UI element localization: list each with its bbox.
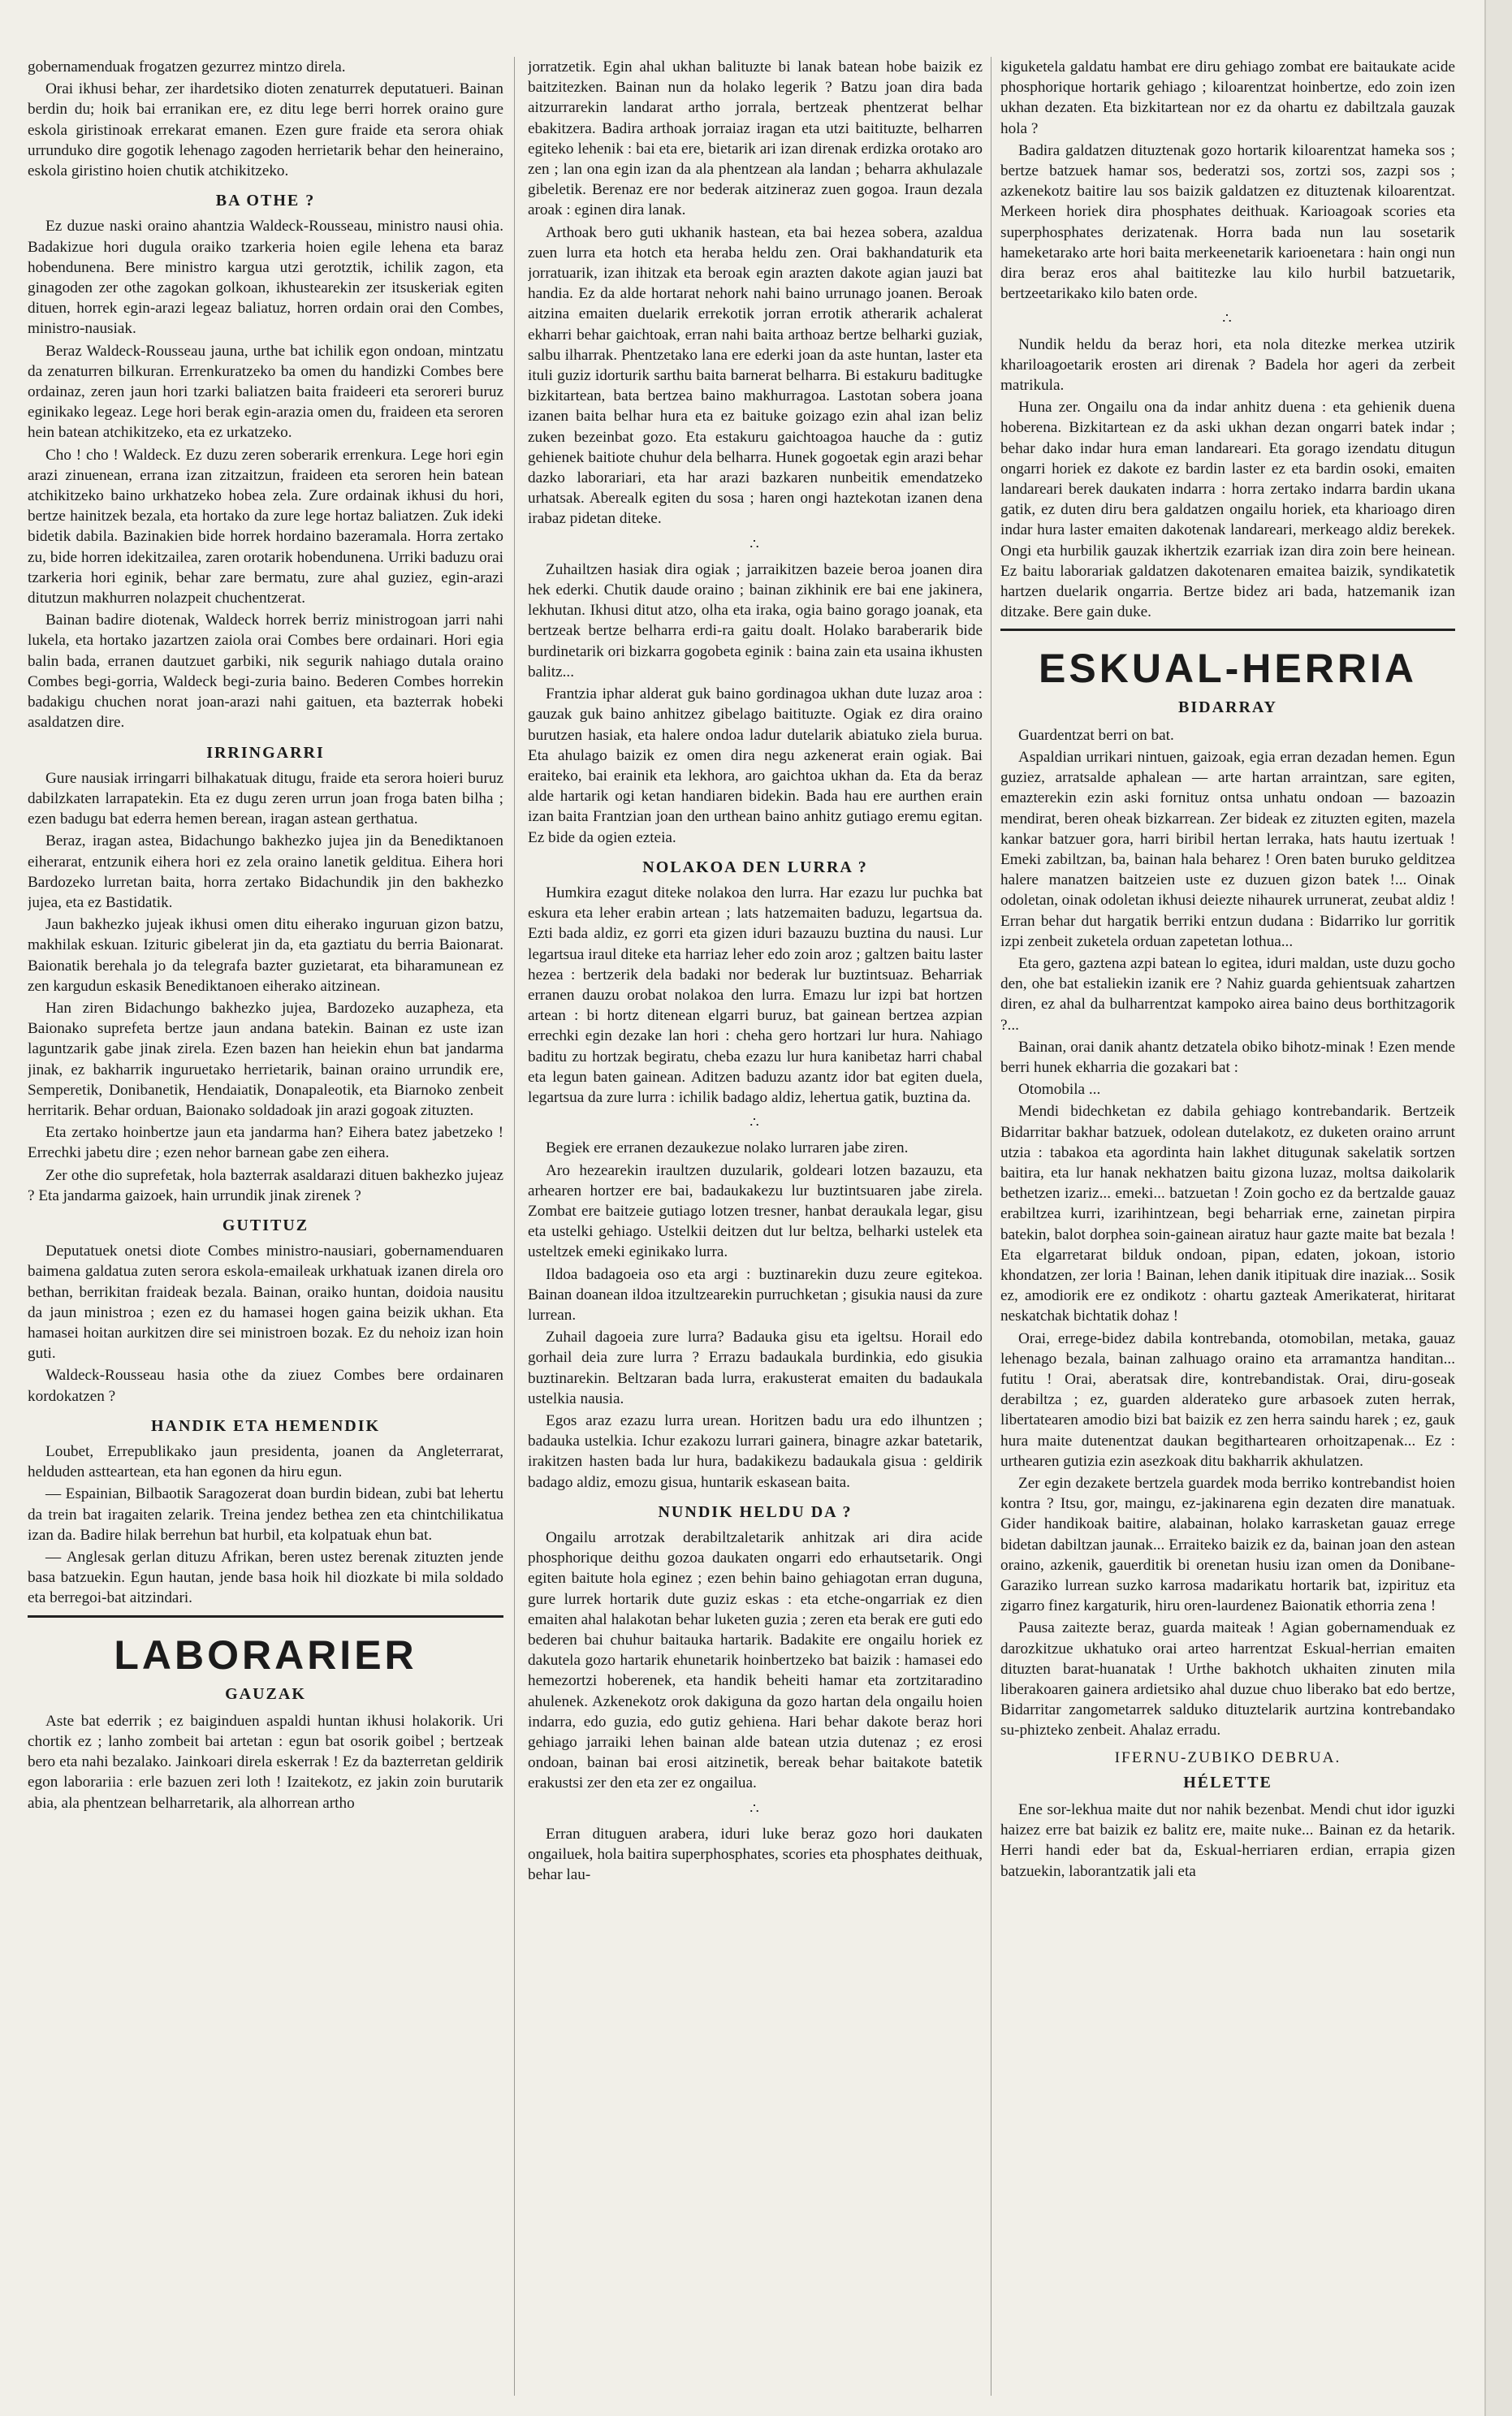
asterism-divider: ∴	[1222, 310, 1233, 327]
paragraph: Cho ! cho ! Waldeck. Ez duzu zeren soberarik errenkura. Lege hori egin arazi zinuenean, errana izan zitzaitzun, fraideen eta seroren hein batean atchikitzeko baino urkhatzeko hobea zela. Zure ordainak ikhusi du hori, bertze hainitzek bezala, eta hortako da zure lege hortaz baliatzen. Zuk ideki bidetik dabila. Bazinakien bide horrek hordaino bazeramala. Horra zertako zu, bide horren idekitzailea, zaren orotarik hobendunena. Urriki baduzu orai tzarkeria hori eginik, behar zare bermatu, zure ahal guziez, egin-arazi ditutzun makhurren nolazpeit chuchentzerat.	[28, 446, 503, 607]
section-heading-handik: HANDIK ETA HEMENDIK	[150, 1416, 381, 1435]
paragraph: Han ziren Bidachungo bakhezko jujea, Bardozeko auzapheza, eta Baionako suprefeta bertze jaun andana batekin. Bainan ez uste izan laguntzarik gabe jinak zirela. Ezen bazen han heiekin ehun bat jandarma jinak, ez bakharrik inguruetako herrietarik, bainan oraino urrundik ere, Semperetik, Donibanetik, Hendaiatik, Donapaleotik, eta Biarnoko zenbeit herritarik. Behar orduan, Baionako soldadoak jin arazi gogoak zituzten.	[28, 999, 503, 1119]
paragraph: gobernamenduak frogatzen gezurrez mintzo direla.	[28, 58, 346, 76]
masthead-eskual-herria: ESKUAL-HERRIA	[1039, 646, 1417, 692]
paragraph: Frantzia iphar alderat guk baino gordinagoa ukhan dute luzaz aroa : gauzak guk baino anhitzez gibelago baitituzte. Ogiak ez dira oraino burutzen hasiak, eta halere ondoa ladur dutelarik abiatuko ziela burua. Eta ahulago baizik ez omen dira negu azkenerat erain ogiak. Bai eraiteko, bai erainik eta lekhora, aro gaichtoa ukhan da. Eta da beraz alde hartarik ogi ketan handiaren bidekin. Bada hau ere aurthen erain izan baita Frantzian joan den urthean baino anhitz gutiago eremu egitan. Ez bide da ogien ezteia.	[528, 685, 983, 846]
paragraph: Ongailu arrotzak derabiltzaletarik anhitzak ari dira acide phosphorique deithu gozoa daukaten ongarri edo erhautsetarik. Ongi egiten baitute hola eginez ; ezen behin baino gehiagotan erran duguna, gure lurrek hortarik dute guziz eskas : eta etche-ongarriak ez dien emaiten ahal halakotan behar luketen guzia ; zeren eta berak ere guti edo bederen bai chuhur baitauka hartarik. Badakite ere ongailu horiek ez dakutela gozo hartarik ehunetarik hoinbertzeko bat baizik : hamasei edo hemezortzi hoberenek, eta handik beheiti hamar eta zortzitaradino ahulenek. Azkenekotz orok dakiguna da gozo hartan dela ongailu hoien indarra, edo guzia, edo gutiz gehiena. Hari behar dakote beraz hori gehiago jarraiki lehen bainan alde batean utzia dutenaz ; ez erosi ondoan, bainan bai erosi aitzinetik, bereak behar baitakote batetik erakustsi zer den eta zer ez ongailua.	[528, 1529, 983, 1792]
section-heading-gutituz: GUTITUZ	[222, 1216, 309, 1234]
paragraph: Nundik heldu da beraz hori, eta nola ditezke merkea utzirik khariloagoetarik erosten ari direnak ? Badela hor ageri da zerbeit matrikula.	[1000, 335, 1455, 395]
subheading-bidarray: BIDARRAY	[1178, 698, 1277, 717]
signature: IFERNU-ZUBIKO DEBRUA.	[1114, 1748, 1341, 1766]
paragraph: Ene sor-lekhua maite dut nor nahik bezenbat. Mendi chut idor iguzki haizez erre bat baizik ez balitz ere, maite nuke... Bainan ez da hetarik. Herri handi eder bat da, Eskual-herriaren erdian, errapia gizen batzuekin, laborantzatik jali eta	[1000, 1801, 1455, 1880]
paragraph: Badira galdatzen dituztenak gozo hortarik kiloarentzat hameka sos ; bertze batzuek hamar sos, bederatzi sos, zortzi sos, zazpi sos ; azkenekotz baitire lau sos baizik galdatzen ez dituztenak kiloarentzat. Merkeen horiek dira phosphates deithuak. Karioagoak scories eta superphosphates derizatenak. Horra bada nun lau sosetarik hameketarako arte hori baita merkeenetarik karioenetara : hain ongi nun dira beraz eros ahal baititezke lau kilo hurbil batzuetarik, bertzeetarikako kilo baten orde.	[1000, 141, 1455, 303]
paragraph: Ez duzue naski oraino ahantzia Waldeck-Rousseau, ministro nausi ohia. Badakizue hori dugula oraiko tzarkeria hoien egile lehena eta baraz hobendunena. Bere ministro kargua utzi gerotztik, ichilik zagon, eta ginagoden zer othe zagokan golkoan, ikhustearekin zer itsuskeriak egiten dituen, horrek egin-arazi legeaz baliatuz, horren ordain orai den Combes, ministro-nausiak.	[28, 218, 503, 338]
paragraph: jorratzetik. Egin ahal ukhan balituzte bi lanak batean hobe baizik ez baitzitezken. Bainan nun da holako legerik ? Batzu joan dira bada aitzurrarekin landarat artho jorrala, bertzeak phentzerat belhar ebakitzera. Badira arthoak jorraiaz iragan eta utzi baitituzte, belharren egiteko lehenik : bai eta ere, bietarik ari izan direnak erdizka orotako aro zen ; lan ona egin izan da ala phentzean ala landan ; beharra akhulazale gibeletik. Berenaz ere nor bederak aitzineraz zuen gogoa. Iraun dezala aroak : eginen dira lanak.	[528, 58, 983, 219]
paragraph: Beraz Waldeck-Rousseau jauna, urthe bat ichilik egon ondoan, mintzatu da zenaturren bilkuran. Errenkuratzeko ba omen du handizki Combes bere ordainaz, zeren jaun hori tzarki baliatzen baita fraideeri eta seroreri buruz eginikako legeaz. Lege hori berak egin-arazia omen du, fraideen eta seroren hein batean atchikitzeko, eta ez urkatzeko.	[28, 342, 503, 442]
paragraph: Aro hezearekin iraultzen duzularik, goldeari lotzen bazauzu, eta arhearen hortzer ere bai, badaukakezu lur buztintsuaren jabe zirela. Zombat ere baitzeie gutiago lotzen tresner, hanbat deraukala legar, gisu eta ustelki gehiago. Ustelkii deitzen dut lur beltza, belharki ustelek eta usteltzek emeki eginikako lurra.	[528, 1161, 983, 1261]
paragraph: Beraz, iragan astea, Bidachungo bakhezko jujea jin da Benediktanoen eiherarat, entzunik eihera hori ez zela oraino lanetik gelditua. Eihera hori Bardozeko lurretan baita, horra zertako Bidachundik jin den bakhezko jujea, eta ez Bastidatik.	[28, 832, 503, 911]
paragraph: Loubet, Errepublikako jaun presidenta, joanen da Angleterrarat, helduden astteartean, eta han egonen da hiru egun.	[28, 1443, 503, 1481]
section-divider	[28, 1615, 503, 1618]
paragraph: Orai ikhusi behar, zer ihardetsiko dioten zenaturrek deputatueri. Bainan berdin du; hoik bai erranikan ere, ez ditu lege berri horrek oraino gure eskola giristinoak errekarat emanen. Ezen gure fraide eta serora ohiak urrunduko dire gogotik lehenago zagoden herrietarik behar den heineraino, eskola giristino hoien chutik atchikitzeko.	[28, 80, 503, 180]
paragraph: Eta gero, gaztena azpi batean lo egitea, iduri maldan, uste duzu gocho den, ohe bat estaliekin izanik ere ? Nahiz guarda gehientsuak zahartzen diren, ez ahal da bulharrentzat kampoko airea baino deus borthitzagorik ?...	[1000, 954, 1455, 1034]
section-heading-nolakoa: NOLAKOA DEN LURRA ?	[642, 858, 868, 876]
paragraph: Egos araz ezazu lurra urean. Horitzen badu ura edo ilhuntzen ; badauka ustelkia. Ichur ezakozu lurrari gainera, binagre azkar batetarik, irakitzen hasten bada lur hura, badakikezu badaukala gisua : geldirik badago aldiz, emozu gisua, huntarik eskasean baita.	[528, 1412, 983, 1491]
page-edge	[1484, 0, 1512, 2416]
paragraph: Arthoak bero guti ukhanik hastean, eta bai hezea sobera, azaldua zuen lurra eta hotch eta heraba heldu zen. Orai bakhandaturik eta jorratuarik, izan ihitzak eta beroak egin arazten dakote agian jauzi bat handia. Ez da alde hortarat nehork nahi baino urrunago joanen. Beroak aitzina emaiten duelarik errekotik jorran errotik atherarik achalerat ekharri behar gaichtoak, erran nahi baita arthoaz bertze belharki guziak, salbu ilharrak. Phentzetako lana ere ederki joan da aste huntan, laster eta ituli guziz idorturik sarthu baita barnerat belharra. Bi estakuru baditugke bizkitartean, bata bertzea baino makhurragoa. Lastotan sobera joana izanen baita belhar hura eta ez baituke goizago ezin ahal izan beliz zuken bezeinbat gozo. Eta estakuru gaichtoagoa hauche da : gutiz gehienek baitiote chuhur dela belharra. Hunek gogoetak egin arazi behar dazko laborariari, eta har arazi bazkaren nunbeitik emendatzeko urhatsak. Aberealk egiten du sosa ; haren ongi haztekotan izanen dena irabaz pidetan diteke.	[528, 223, 983, 528]
subheading-gauzak: GAUZAK	[225, 1684, 306, 1703]
paragraph: Begiek ere erranen dezaukezue nolako lurraren jabe ziren.	[546, 1139, 909, 1157]
subheading-helette: HÉLETTE	[1183, 1773, 1272, 1791]
paragraph: Aspaldian urrikari nintuen, gaizoak, egia erran dezadan hemen. Egun guziez, arratsalde aphalean — arte hartan arraintzan, sare egiten, emazterekin ezin aski fornituz ontsa unhatu ondoan — bazoazin mendirat, beren oheak bizkarrean. Zer bideak ez zituzten egiten, mazela kankar batzuer gora, harri biribil hertan lerraka, hats hautu izertuak ! Emeki zabiltzan, ba, bainan hala beharez ! Oren baten buruko gelditzea halere manatzen baitzeien uste ez duzuen gizon batek !... Oinak odoletan, oinak odoletan ikhusi deiezte nihaurek urrunerat, zeubat aldiz ! Erran behar dut hargatik berriki entzun dudana : Bidarriko lur gorritik izpi zenbeit zuketela orduan zapetetan lothua...	[1000, 748, 1455, 950]
paragraph: Waldeck-Rousseau hasia othe da ziuez Combes bere ordainaren kordokatzen ?	[28, 1367, 503, 1405]
paragraph: Mendi bidechketan ez dabila gehiago kontrebandarik. Bertzeik Bidarritar bakhar batzuek, odolean dutelakotz, ez duketen oraino arrunt utzia : tabakoa eta agordinta hain lakhet ditugunak sakelatik sortzen baitira, eta lur hanak nekhatzen baitu gizona luzaz, moltsa daikolarik bethetzen izariz... emeki... batzuetan ! Zoin gocho ez da bertzalde gauaz erabiltzea kurri, izarihintzean, begi beharriak erne, zainetan pirpira batekin, balot dorphea soin-gainean airatuz haur gazte maite bat bezala ! Eta elgarretarat bilduk ondoan, pipan, edaten, jokoan, istorio khondatzen, zer loria ! Bainan, lehen danik itipituak dire inaziak... Sosik ez, amodiorik ere ez ondikotz : ohartu gazteak Amerikaterat, hiritarat neskatchak bichtatik dohaz !	[1000, 1103, 1455, 1325]
paragraph: Eta zertako hoinbertze jaun eta jandarma han? Eihera batez jabetzeko ! Errechki jabetu dire ; ezen nehor barnean gabe zen eihera.	[28, 1124, 503, 1162]
section-divider	[1000, 629, 1455, 631]
column-rule-left	[514, 57, 515, 2396]
paragraph: Zuhail dagoeia zure lurra? Badauka gisu eta igeltsu. Horail edo gorhail deia zure lurra ? Errazu badaukala burdinkia, edo gisukia buztinarekin. Beltzaran bada lurra, erakusterat emaiten du badaukala ustelkia nausia.	[528, 1329, 983, 1407]
paragraph: Humkira ezagut diteke nolakoa den lurra. Har ezazu lur puchka bat eskura eta leher erabin artean ; lats hatzemaiten baduzu, legartsua da. Ezti bada aldiz, ez gorri eta gizen iduri bazauzu buztina du nausi. Lur legartsua iraul diteke eta harriaz leher edo zoin aroz ; galtzen baitu laster hezea : bertzerik dela badaki nor bederak lur buztintsuaz. Beharriak erranen dauzu orobat nolakoa den lurra. Emazu lur izpi bat hortzen artean : bi hortz ditenean elgarri buruz, bat gainean bertzea azpian errechki egin dezake lan hori : cheha gero hortzari lur hura. Nahiago baditu zu hortzak begiratu, cheba ezazu lur hura kanibetaz harri chabal eta legun baten gainean. Aditzen baduzu azantz idor bat egiten duela, legartsua da zure lurra : ichilik badago aldiz, lehertua gatik, buztina da.	[528, 884, 983, 1106]
paragraph: — Anglesak gerlan dituzu Afrikan, beren ustez berenak zituzten jende basa batzuekin. Egun hautan, jende basa hoik hil diozkate bi mila soldado eta berregoi-bat aitzindari.	[28, 1549, 503, 1607]
section-heading-ba-othe: BA OTHE ?	[215, 192, 316, 210]
paragraph: Jaun bakhezko jujeak ikhusi omen ditu eiherako inguruan gizon batzu, makhilak eskuan. Izituric gibelerat jin da, eta gaztiatu du berria Baionarat. Baionatik berehala jo da telegrafa bazter guzietarat, eta biharamunean ez zen kargudun eskasik Benediktanoen eiherako aitzinean.	[28, 916, 503, 995]
paragraph: Gure nausiak irringarri bilhakatuak ditugu, fraide eta serora hoieri buruz dabilzkaten larrapatekin. Eta ez dugu zeren urrun joan froga baten bilha ; ezen badugu bat ederra hemen berean, iragan astean gerthatua.	[28, 769, 503, 828]
asterism-divider: ∴	[750, 1800, 761, 1817]
paragraph: Zer egin dezakete bertzela guardek moda berriko kontrebandist hoien kontra ? Itsu, gor, maingu, ez-jakinarena egin dezaten dire manatuak. Gider handikoak baitire, alabainan, holako karrasketan gauaz errege bidetan dabiltzan jaunak... Erraiteko baizik ez da, bainan joan den astean oraino, azkenik, gauerditik bi orenetan husiu izan omen da Donibane-Garaziko lurrean suzko karrosa madarikatu hortarik bat, izpirituz eta zigarro finez kargaturik, hiru oren-laurdenez Baionatik ethorria zena !	[1000, 1475, 1455, 1615]
paragraph: Zuhailtzen hasiak dira ogiak ; jarraikitzen bazeie beroa joanen dira hek ederki. Chutik daude oraino ; bainan zikhinik ere bai ene jakinera, lekhutan. Ikhusi ditut atzo, olha eta iraka, ogia baino gorago joanak, eta bertzeak bertze belharra erdi-ra gaitu doalt. Holako baraberarik bide burdinetarik ori bizkarra gogobeta eginik : baina zain eta usaina ikhusten balitz...	[528, 560, 983, 681]
paragraph: kiguketela galdatu hambat ere diru gehiago zombat ere baitaukate acide phosphorique hortarik gehiago ; kiloarentzat hoinbertze, edo zoin izen ukhan dezaten. Eta bizkitartean nor ez da ohartu ez dabiltzala gauzak hola ?	[1000, 58, 1455, 137]
paragraph: Huna zer. Ongailu ona da indar anhitz duena : eta gehienik duena hoberena. Bizkitartean ez da aski ukhan dezan ongarri batek indar ; behar dako indar hura eman landareari. Eta gorago izendatu ditugun ongarri horiek ez dakote ez bardin laster ez eta bardin osoki, emaiten landareari berek daukaten indarra : horra zertako indarra bardin ukana gatik, ez duten diru bera galdatzen ongailu horiek, eta kharioago diren indar hura laster emaiten dakotenak landareari, merkeago aldiz berekek. Ongi eta hurbilik gauzak ikhertzik ezarriak izan dira zoin bere heinean. Ez baitu laborariak galdatzen dakotenaren emaitea baizik, syndikatetik hartzen duelarik ongarria. Bertze bidez ari bada, hatzemanik izan ditzake. Bere gain duke.	[1000, 399, 1455, 621]
paragraph: Otomobila ...	[1018, 1081, 1101, 1099]
asterism-divider: ∴	[750, 535, 761, 552]
section-heading-irringarri: IRRINGARRI	[206, 743, 325, 762]
section-heading-nundik: NUNDIK HELDU DA ?	[658, 1502, 853, 1521]
paragraph: — Espainian, Bilbaotik Saragozerat doan burdin bidean, zubi bat lehertu da trein bat iragaiten zelarik. Treina jendez bethea zen eta chintchilikatua izan da. Badire hilak berrehun bat hurbil, eta kolpatuak ehun bat.	[28, 1485, 503, 1544]
paragraph: Orai, errege-bidez dabila kontrebanda, otomobilan, metaka, gauaz lehenago bezala, bainan zalhuago oraino eta arramantza handitan... futitu ! Orai, aberatsak dire, kontrebandistak. Orai, diru-goseak derabiltza ; ez, guarden alderateko gure arbasoek zuten herrak, libertatearen amodio bizi bat baizik ez zen herra saindu harek ; ez, gauk hura maite dutenentzat daukan begithartearen orhoitzapenak... Ez : urthearen gutizia ezin asezkoak ditu bakharrik akhulatzen.	[1000, 1329, 1455, 1470]
column-middle	[528, 57, 983, 2396]
paragraph: Deputatuek onetsi diote Combes ministro-nausiari, gobernamenduaren baimena galdatua zuten serora eskola-emaileak urkhatuak izanen direla oro bethan, berrikitan fraideak bezala. Bainan, oraiko huntan, doidoia nausitu da jaun ministroa ; ezen ez du hamasei hogen gaina beizik ukhan. Eta hamasei hoitan aurkitzen dire sei ministroen bozak. Ez du nehoiz izan hoin guti.	[28, 1243, 503, 1363]
column-right	[1000, 57, 1455, 2396]
paragraph: Aste bat ederrik ; ez baiginduen aspaldi huntan ikhusi holakorik. Uri chortik ez ; lanho zombeit bai artetan : egun bat osorik goibel ; bertzeak bero eta nahi bezalako. Jainkoari direla eskerrak ! Ez da bazterretan geldirik egon laborariia : erle bazuen zeri loth ! Izaitekotz, ez jakin zoin burutarik abia, ala phentzean belharretarik, ala alhorrean artho	[28, 1712, 503, 1812]
paragraph: Pausa zaitezte beraz, guarda maiteak ! Agian gobernamenduak ez darozkitzue ukhatuko orai arteo harrentzat Eskual-herrian emaiten dituzten barat-huanatak ! Urthe bakhotch ukhaiten zinuten mila liberakoaren gainera ardietsiko ahal duzue chuo liberako bat edo bertze, Bidarritar zangometarrek salduko dituztelarik aurtzina kontrebandako su-phizteko zenbeit. Ahalaz erradu.	[1000, 1619, 1455, 1740]
paragraph: Bainan, orai danik ahantz detzatela obiko bihotz-minak ! Ezen mende berri hunek ekharria die gozakari bat :	[1000, 1038, 1455, 1076]
paragraph: Zer othe dio suprefetak, hola bazterrak asaldarazi dituen bakhezko jujeaz ? Eta jandarma gaizoek, hain urrundik jinak zirenek ?	[28, 1166, 503, 1204]
paragraph: Ildoa badagoeia oso eta argi : buztinarekin duzu zeure egitekoa. Bainan doanean ildoa itzultzearekin purruchketan ; gisukia nausi da zure lurrean.	[528, 1265, 983, 1324]
column-left	[28, 57, 503, 2396]
paragraph: Guardentzat berri on bat.	[1018, 726, 1174, 744]
paragraph: Bainan badire diotenak, Waldeck horrek berriz ministrogoan jarri nahi lukela, eta hortako jazartzen zaiola orai Combes bere ordainari. Hori egia balin bada, erranen dautzuet garbiki, nik segurik nahiago dutala oraino Combes begi-gorria, Waldeck begi-zuria baino. Bederen Combes horrekin badakigu chuchen norat joan-arazi nahi gaituen, eta bazterrak hobeki asaldatzen dire.	[28, 612, 503, 732]
masthead-laborarier: LABORARIER	[114, 1632, 417, 1678]
asterism-divider: ∴	[750, 1114, 761, 1131]
paragraph: Erran dituguen arabera, iduri luke beraz gozo hori daukaten ongailuek, hola baitira superphosphates, scories eta phosphates deithuak, behar lau-	[528, 1825, 983, 1884]
